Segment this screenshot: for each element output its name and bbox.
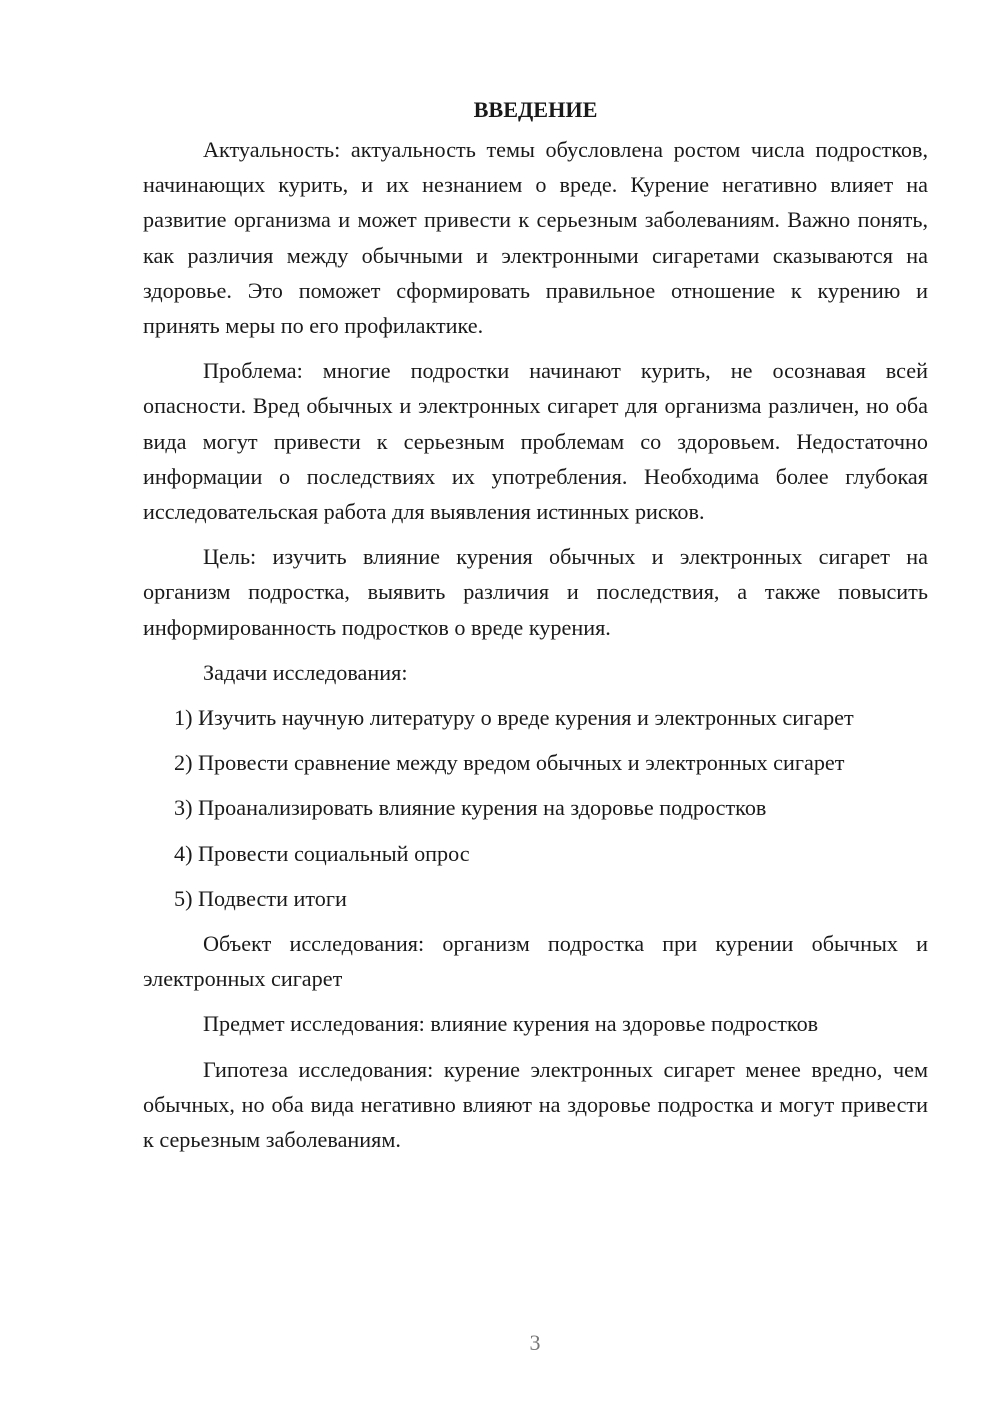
page-title: ВВЕДЕНИЕ	[473, 97, 598, 122]
list-item: 5) Подвести итоги	[174, 885, 347, 911]
paragraph-object: Объект исследования: организм подростка при курении обычных и электронных сигарет	[143, 931, 928, 992]
list-item: 2) Провести сравнение между вредом обычных и электронных сигарет	[174, 750, 845, 776]
list-item: 3) Проанализировать влияние курения на здоровье подростков	[174, 795, 767, 821]
paragraph-goal: Цель: изучить влияние курения обычных и электронных сигарет на организм подростка, выявить различия и последствия, а также повысить информированность подростков о вреде курения.	[143, 544, 928, 640]
tasks-list	[143, 700, 928, 916]
paragraph-problem: Проблема: многие подростки начинают курить, не осознавая всей опасности. Вред обычных и электронных сигарет для организма различен, но оба вида могут привести к серьезным проблемам со здоровьем. Недостаточно информации о последствиях их употребления. Необходима более глубокая исследовательская работа для выявления истинных рисков.	[143, 358, 928, 525]
paragraph-subject: Предмет исследования: влияние курения на здоровье подростков	[203, 1011, 819, 1037]
paragraph-hypothesis: Гипотеза исследования: курение электронных сигарет менее вредно, чем обычных, но оба вида негативно влияют на здоровье подростка и могут привести к серьезным заболеваниям.	[143, 1056, 928, 1153]
list-item: 1) Изучить научную литературу о вреде курения и электронных сигарет	[174, 705, 854, 731]
list-item: 4) Провести социальный опрос	[174, 840, 470, 866]
paragraph-relevance: Актуальность: актуальность темы обусловлена ростом числа подростков, начинающих курить, и их незнанием о вреде. Курение негативно влияет на развитие организма и может привести к серьезным заболеваниям. Важно понять, как различия между обычными и электронными сигаретами сказываются на здоровье. Это поможет сформировать правильное отношение к курению и принять меры по его профилактике.	[143, 137, 928, 339]
document-page	[143, 92, 928, 1167]
tasks-heading: Задачи исследования:	[203, 659, 408, 685]
page-number: 3	[529, 1330, 541, 1355]
